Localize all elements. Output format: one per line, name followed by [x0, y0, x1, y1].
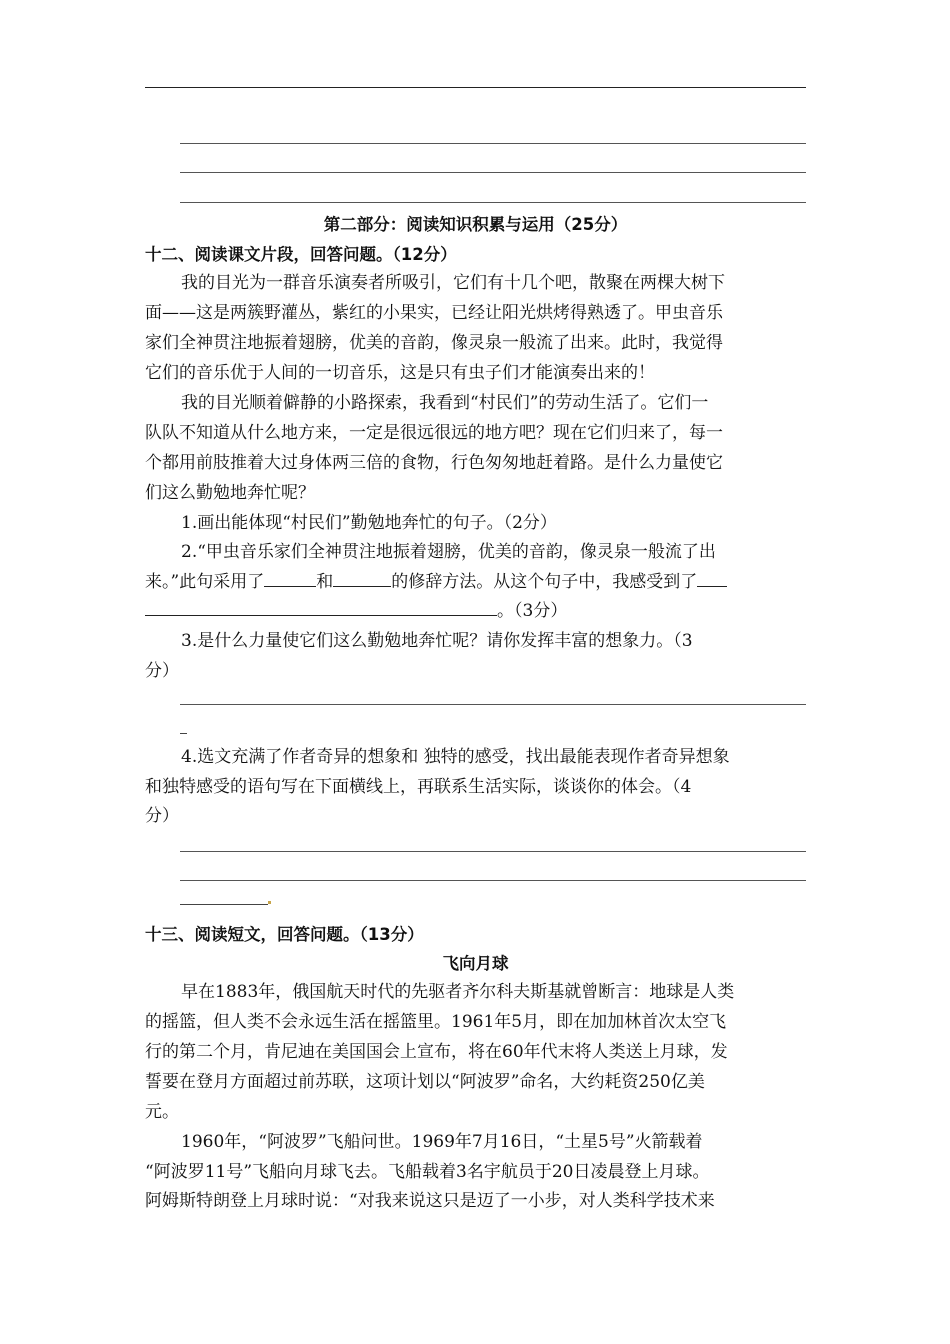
passage-line: 面——这是两簇野灌丛，紫红的小果实，已经让阳光烘烤得熟透了。甲虫音乐 — [145, 303, 723, 323]
question-2-line: 2.“甲虫音乐家们全神贯注地振着翅膀，优美的音韵，像灵泉一般流了出 — [181, 542, 716, 562]
mark-dot — [268, 901, 271, 904]
question-1: 1.画出能体现“村民们”勤勉地奔忙的句子。（2分） — [181, 513, 557, 533]
question-3-line: 3.是什么力量使它们这么勤勉地奔忙呢？请你发挥丰富的想象力。（3 — [181, 631, 693, 651]
question-2-text: 来。”此句采用了 — [145, 572, 265, 592]
answer-line[interactable] — [180, 880, 806, 881]
header-rule — [145, 87, 806, 88]
question-2-line — [145, 596, 806, 626]
passage-line: 我的目光为一群音乐演奏者所吸引，它们有十几个吧，散聚在两棵大树下 — [181, 273, 725, 293]
passage-line: 早在1883年，俄国航天时代的先驱者齐尔科夫斯基就曾断言：地球是人类 — [181, 982, 735, 1002]
passage-line: 们这么勤勉地奔忙呢？ — [145, 483, 315, 503]
answer-line-short[interactable] — [180, 904, 268, 905]
question-2-text: 和 — [316, 572, 334, 592]
q12-heading: 十二、阅读课文片段，回答问题。（12分） — [145, 245, 457, 264]
answer-blank[interactable] — [145, 597, 497, 616]
question-4-line: 和独特感受的语句写在下面横线上，再联系生活实际，谈谈你的体会。（4 — [145, 777, 692, 797]
answer-blank[interactable] — [264, 568, 316, 587]
q13-heading: 十三、阅读短文，回答问题。（13分） — [145, 925, 424, 944]
article-title: 飞向月球 — [442, 954, 509, 973]
answer-blank[interactable] — [333, 568, 391, 587]
answer-line[interactable] — [180, 704, 806, 705]
passage-line: 我的目光顺着僻静的小路探索，我看到“村民们”的劳动生活了。它们一 — [181, 393, 709, 413]
question-2-text: 的修辞方法。从这个句子中，我感受到了 — [391, 572, 698, 592]
passage-line: 队队不知道从什么地方来，一定是很远很远的地方吧？现在它们归来了，每一 — [145, 423, 723, 443]
passage-line: 阿姆斯特朗登上月球时说：“对我来说这只是迈了一小步，对人类科学技术来 — [145, 1191, 715, 1211]
passage-line: 誓要在登月方面超过前苏联，这项计划以“阿波罗”命名，大约耗资250亿美 — [145, 1072, 705, 1092]
question-2-line — [145, 567, 806, 597]
passage-line: 个都用前肢推着大过身体两三倍的食物，行色匆匆地赶着路。是什么力量使它 — [145, 453, 723, 473]
passage-line: 它们的音乐优于人间的一切音乐，这是只有虫子们才能演奏出来的！ — [145, 363, 655, 383]
answer-line — [180, 143, 806, 144]
answer-blank[interactable] — [697, 568, 727, 587]
answer-line-stub — [180, 733, 187, 734]
answer-line — [180, 202, 806, 203]
passage-line: 家们全神贯注地振着翅膀，优美的音韵，像灵泉一般流了出来。此时，我觉得 — [145, 333, 723, 353]
answer-line[interactable] — [180, 851, 806, 852]
question-2-text: 。（3分） — [497, 601, 568, 621]
answer-line — [180, 172, 806, 173]
passage-line: 行的第二个月，肯尼迪在美国国会上宣布，将在60年代末将人类送上月球，发 — [145, 1042, 728, 1062]
passage-line: 的摇篮，但人类不会永远生活在摇篮里。1961年5月，即在加加林首次太空飞 — [145, 1012, 727, 1032]
part2-title: 第二部分：阅读知识积累与运用（25分） — [323, 215, 628, 234]
question-4-line: 分） — [145, 806, 179, 826]
question-4-line: 4.选文充满了作者奇异的想象和 独特的感受，找出最能表现作者奇异想象 — [181, 747, 730, 767]
passage-line: 元。 — [145, 1102, 179, 1122]
passage-line: 1960年，“阿波罗”飞船问世。1969年7月16日，“土星5号”火箭载着 — [181, 1132, 703, 1152]
question-3-line: 分） — [145, 661, 179, 681]
passage-line: “阿波罗11号”飞船向月球飞去。飞船载着3名宇航员于20日凌晨登上月球。 — [145, 1162, 710, 1182]
